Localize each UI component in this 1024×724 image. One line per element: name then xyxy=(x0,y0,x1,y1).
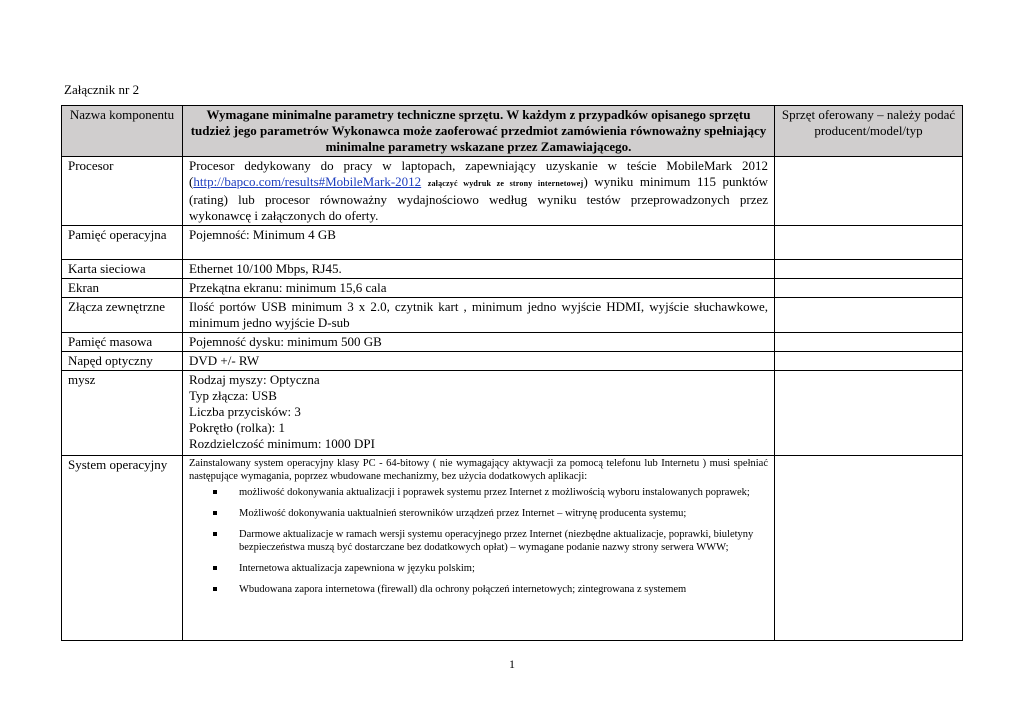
mysz-line: Pokrętło (rolka): 1 xyxy=(189,420,286,435)
row-name-mysz: mysz xyxy=(62,371,183,456)
requirements-table xyxy=(61,105,963,641)
row-value-ekran: Przekątna ekranu: minimum 15,6 cala xyxy=(183,279,775,298)
offer-cell-pamiec[interactable] xyxy=(775,226,963,260)
row-value-pamiec: Pojemność: Minimum 4 GB xyxy=(183,226,775,260)
mysz-line: Rodzaj myszy: Optyczna xyxy=(189,372,320,387)
row-value-mysz xyxy=(183,371,775,456)
page-number: 1 xyxy=(509,657,515,671)
procesor-text-b: ) wyniku minimum 115 punktów (rating) lub procesor równoważny wydajnościowo według wyniku testów przeprowadzonych przez wykonawcę i załączonych do oferty. xyxy=(189,174,769,223)
row-value-naped: DVD +/- RW xyxy=(183,352,775,371)
table-row xyxy=(62,279,963,298)
row-name-ekran: Ekran xyxy=(62,279,183,298)
offer-cell-pamiec-masowa[interactable] xyxy=(775,333,963,352)
mysz-line: Typ złącza: USB xyxy=(189,388,277,403)
procesor-small-note: załączyć wydruk ze strony internetowej xyxy=(427,179,584,188)
header-component: Nazwa komponentu xyxy=(62,106,183,157)
list-item: możliwość dokonywania aktualizacji i poprawek systemu przez Internet z możliwością wyboru instalowanych poprawek; xyxy=(227,486,768,499)
procesor-text-a: Procesor dedykowany do pracy w laptopach, zapewniający uzyskanie w teście MobileMark 2012 ( xyxy=(189,158,768,189)
offer-cell-karta[interactable] xyxy=(775,260,963,279)
table-row xyxy=(62,371,963,456)
table-row xyxy=(62,352,963,371)
row-name-system: System operacyjny xyxy=(62,456,183,641)
row-value-pamiec-masowa: Pojemność dysku: minimum 500 GB xyxy=(183,333,775,352)
row-value-system xyxy=(183,456,775,641)
row-name-procesor: Procesor xyxy=(62,157,183,226)
mobilemark-link[interactable]: http://bapco.com/results#MobileMark-2012 xyxy=(193,174,422,189)
table-row xyxy=(62,226,963,260)
offer-cell-zlacza[interactable] xyxy=(775,298,963,333)
row-name-karta: Karta sieciowa xyxy=(62,260,183,279)
list-item: Internetowa aktualizacja zapewniona w języku polskim; xyxy=(227,562,768,575)
table-row xyxy=(62,298,963,333)
table-row xyxy=(62,157,963,226)
table-row xyxy=(62,456,963,641)
row-name-pamiec-masowa: Pamięć masowa xyxy=(62,333,183,352)
row-name-zlacza: Złącza zewnętrzne xyxy=(62,298,183,333)
row-value-karta: Ethernet 10/100 Mbps, RJ45. xyxy=(183,260,775,279)
table-row xyxy=(62,260,963,279)
row-value-zlacza: Ilość portów USB minimum 3 x 2.0, czytnik kart , minimum jedno wyjście HDMI, wyjście słuchawkowe, minimum jedno wyjście D-sub xyxy=(183,298,775,333)
header-requirements: Wymagane minimalne parametry techniczne sprzętu. W każdym z przypadków opisanego sprzętu tudzież jego parametrów Wykonawca może zaoferować przedmiot zamówienia równoważny spełniający minimalne parametry wskazane przez Zamawiającego. xyxy=(183,106,775,157)
header-offer: Sprzęt oferowany – należy podać producent/model/typ xyxy=(775,106,963,157)
offer-cell-mysz[interactable] xyxy=(775,371,963,456)
table-row xyxy=(62,333,963,352)
offer-cell-system[interactable] xyxy=(775,456,963,641)
row-name-naped: Napęd optyczny xyxy=(62,352,183,371)
list-item: Wbudowana zapora internetowa (firewall) dla ochrony połączeń internetowych; zintegrowana z systemem xyxy=(227,583,768,596)
list-item: Darmowe aktualizacje w ramach wersji systemu operacyjnego przez Internet (niezbędne aktualizacje, poprawki, biuletyny bezpieczeństwa muszą być dostarczane bez dodatkowych opłat) – wymagane podanie nazwy strony serwera WWW; xyxy=(227,528,768,554)
list-item: Możliwość dokonywania uaktualnień sterowników urządzeń przez Internet – witrynę producenta systemu; xyxy=(227,507,768,520)
offer-cell-naped[interactable] xyxy=(775,352,963,371)
mysz-line: Liczba przycisków: 3 xyxy=(189,404,301,419)
attachment-label: Załącznik nr 2 xyxy=(64,82,140,97)
system-intro: Zainstalowany system operacyjny klasy PC - 64-bitowy ( nie wymagający aktywacji za pomocą telefonu lub Internetu ) musi spełniać następujące wymagania, poprzez wbudowane mechanizmy, bez użycia dodatkowych aplikacji: xyxy=(189,458,768,482)
table-header-row xyxy=(62,106,963,157)
system-requirements-list xyxy=(189,486,768,596)
row-name-pamiec: Pamięć operacyjna xyxy=(62,226,183,260)
mysz-line: Rozdzielczość minimum: 1000 DPI xyxy=(189,436,375,451)
offer-cell-ekran[interactable] xyxy=(775,279,963,298)
row-value-procesor xyxy=(183,157,775,226)
offer-cell-procesor[interactable] xyxy=(775,157,963,226)
